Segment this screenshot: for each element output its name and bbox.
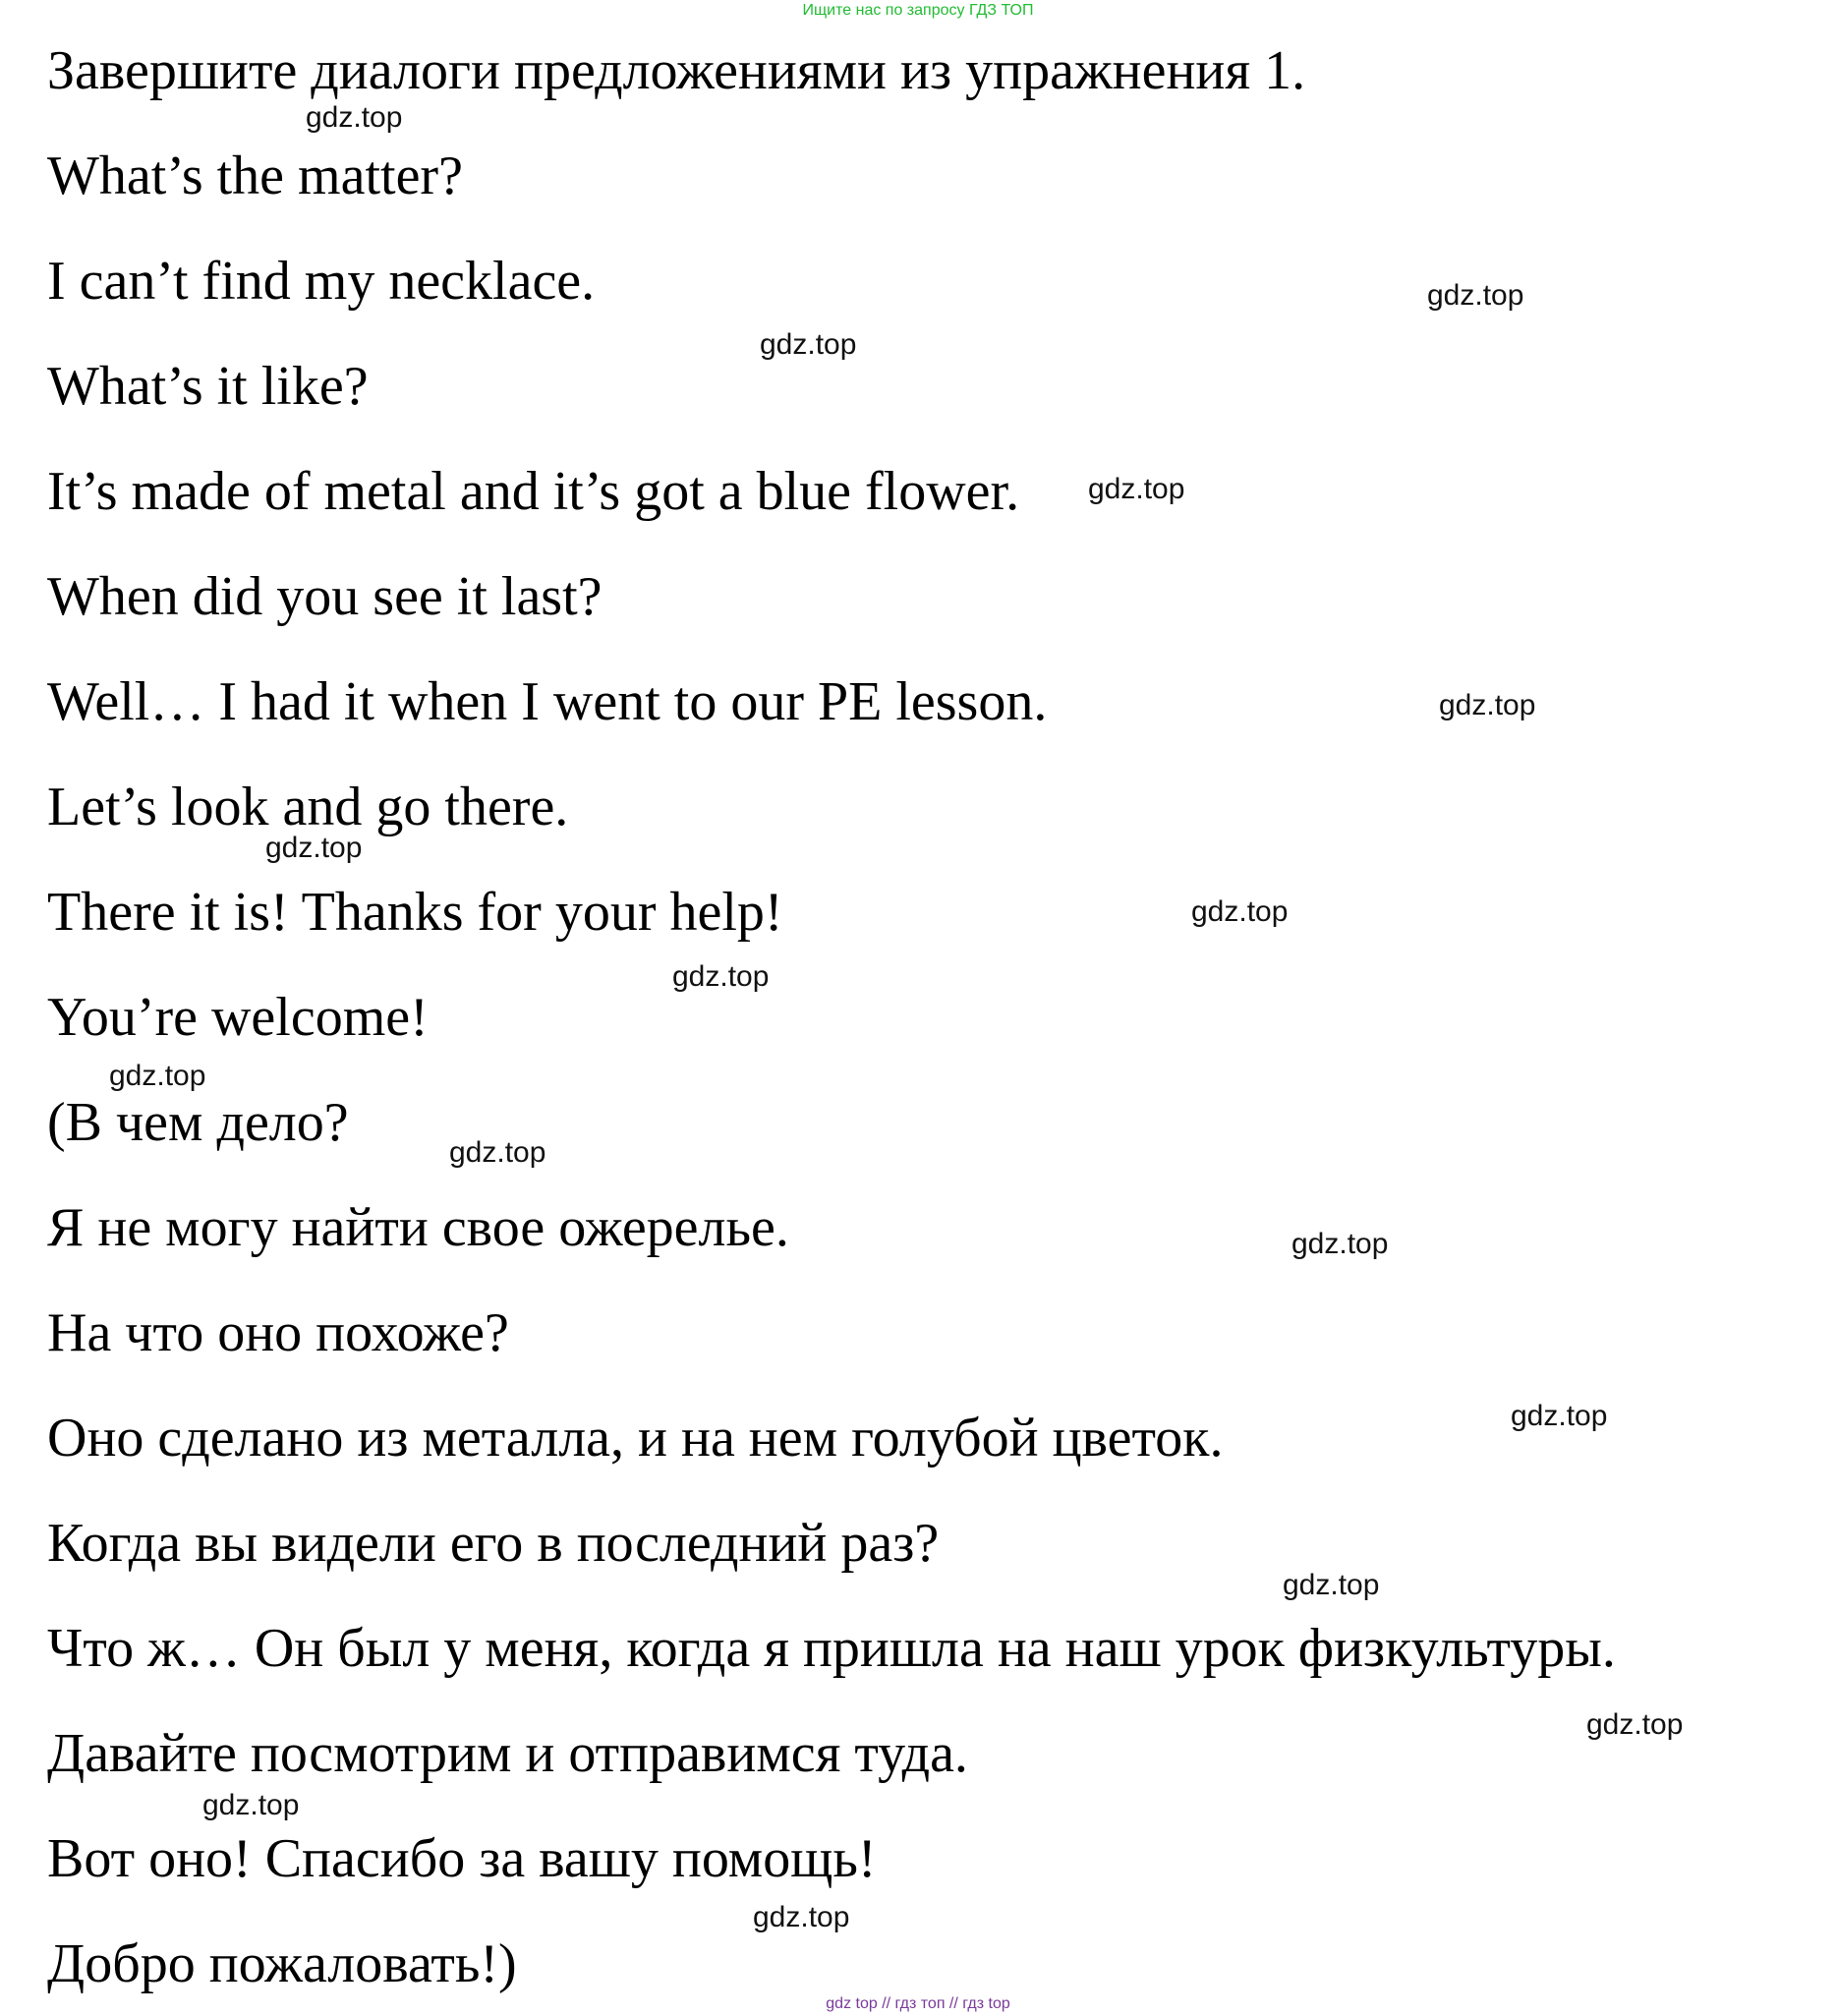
watermark: gdz.top [1283, 1569, 1380, 1601]
watermark: gdz.top [1291, 1228, 1389, 1260]
watermark: gdz.top [672, 960, 770, 993]
watermark: gdz.top [1427, 279, 1524, 312]
english-line: Well… I had it when I went to our PE lesson. [47, 671, 1048, 732]
watermark: gdz.top [1191, 895, 1289, 928]
watermark: gdz.top [753, 1901, 850, 1933]
watermark: gdz.top [109, 1060, 206, 1092]
english-line: When did you see it last? [47, 566, 602, 627]
footer-note: gdz top // гдз топ // гдз top [826, 1995, 1010, 2012]
russian-line: Я не могу найти свое ожерелье. [47, 1197, 789, 1258]
document-title: Завершите диалоги предложениями из упражнения 1. [47, 40, 1306, 101]
russian-line: Вот оно! Спасибо за вашу помощь! [47, 1828, 877, 1889]
russian-line: Давайте посмотрим и отправимся туда. [47, 1723, 968, 1784]
watermark: gdz.top [1088, 473, 1185, 505]
english-line: Let’s look and go there. [47, 777, 569, 837]
russian-line: На что оно похоже? [47, 1302, 509, 1363]
watermark: gdz.top [1586, 1708, 1684, 1741]
header-note: Ищите нас по запросу ГДЗ ТОП [802, 2, 1034, 19]
english-line: I can’t find my necklace. [47, 251, 596, 312]
watermark: gdz.top [449, 1136, 546, 1169]
russian-line: Добро пожаловать!) [47, 1933, 517, 1994]
russian-line: Оно сделано из металла, и на нем голубой цветок. [47, 1408, 1224, 1469]
english-line: What’s it like? [47, 356, 369, 417]
russian-line: (В чем дело? [47, 1092, 349, 1153]
watermark: gdz.top [265, 832, 363, 864]
russian-line: Что ж… Он был у меня, когда я пришла на наш урок физкультуры. [47, 1618, 1616, 1679]
english-line: It’s made of metal and it’s got a blue flower. [47, 461, 1020, 522]
russian-line: Когда вы видели его в последний раз? [47, 1513, 940, 1574]
english-line: You’re welcome! [47, 987, 429, 1048]
watermark: gdz.top [306, 101, 403, 134]
english-line: What’s the matter? [47, 145, 463, 206]
english-line: There it is! Thanks for your help! [47, 882, 783, 943]
watermark: gdz.top [1511, 1400, 1608, 1432]
watermark: gdz.top [202, 1789, 300, 1821]
watermark: gdz.top [1439, 689, 1536, 721]
watermark: gdz.top [760, 328, 857, 361]
